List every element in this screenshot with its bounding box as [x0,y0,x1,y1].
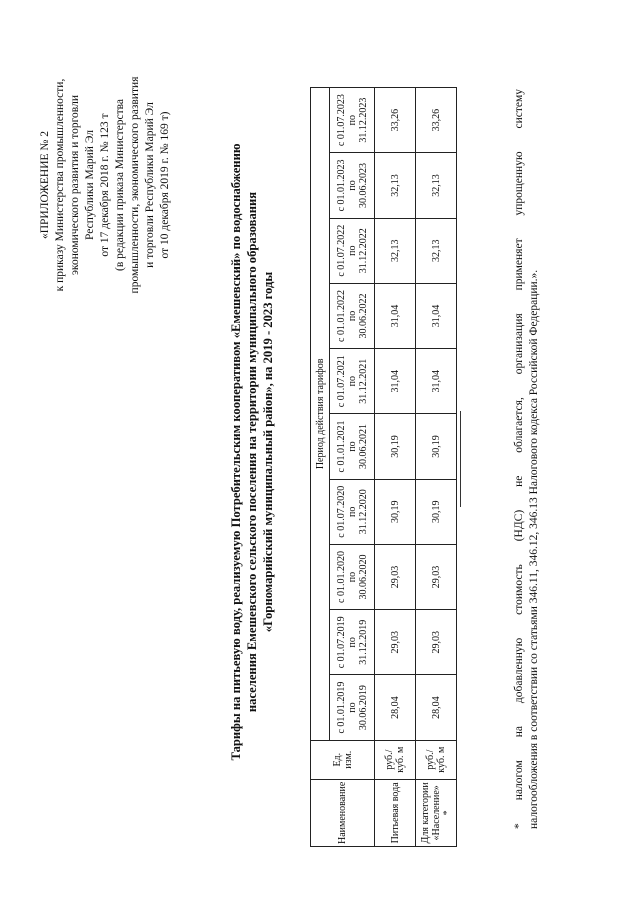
footnote-line: налогообложения в соответствии со статьями 346.11, 346.12, 346.13 Налогового кодекса Российской Федерации.». [528,269,540,829]
period-cell: с 01.07.2019 по 31.12.2019 [330,610,375,675]
appendix-line: и торговли Республики Марий Эл [144,102,156,268]
tariff-value: 32,13 [416,153,457,218]
period-cell: с 01.01.2022 по 30.06.2022 [330,283,375,348]
row-name: Питьевая вода [375,779,416,846]
period-cell: с 01.07.2023 по 31.12.2023 [330,88,375,153]
tariff-value: 31,04 [416,349,457,414]
period-cell: с 01.07.2021 по 31.12.2021 [330,349,375,414]
title-line: Тарифы на питьевую воду, реализуемую Потребительским кооперативом «Емешевский» по водоснабжению [229,143,243,761]
appendix-line: «ПРИЛОЖЕНИЕ № 2 [39,131,51,240]
period-cell: с 01.07.2020 по 31.12.2020 [330,479,375,544]
row-unit: руб./ куб. м [416,740,457,779]
header-period: Период действия тарифов [311,88,330,741]
table-row [416,88,457,847]
tariff-value: 29,03 [375,610,416,675]
tariff-value: 32,13 [416,218,457,283]
tariff-value: 30,19 [375,414,416,479]
header-unit: Ед. изм. [311,740,375,779]
tariff-value: 31,04 [375,283,416,348]
appendix-line: промышленности, экономического развития [129,76,141,294]
footnote [512,89,542,829]
period-cell: с 01.01.2020 по 30.06.2020 [330,544,375,609]
rotated-document-page [20,27,620,877]
tariff-value: 33,26 [416,88,457,153]
tariff-value: 30,19 [375,479,416,544]
tariff-value: 29,03 [416,610,457,675]
separator-line [460,411,461,507]
period-cell: с 01.01.2021 по 30.06.2021 [330,414,375,479]
title-line: населения Емешевского сельского поселения на территории муниципального образования [245,191,259,713]
tariff-value: 31,04 [375,349,416,414]
table-row [375,88,416,847]
title-line: «Горномарийский муниципальный район», на 2019 - 2023 годы [261,271,275,633]
tariff-value: 30,19 [416,414,457,479]
period-cell: с 01.07.2022 по 31.12.2022 [330,218,375,283]
tariff-value: 29,03 [416,544,457,609]
appendix-line: от 10 декабря 2019 г. № 169 т) [159,111,171,259]
tariff-value: 32,13 [375,218,416,283]
tariff-value: 33,26 [375,88,416,153]
appendix-line: Республики Марий Эл [84,130,96,241]
document-title [228,27,276,877]
appendix-line: к приказу Министерства промышленности, [54,78,66,292]
header-name: Наименование [311,779,375,846]
tariff-value: 28,04 [416,675,457,740]
tariff-value: 32,13 [375,153,416,218]
period-cell: с 01.01.2023 по 30.06.2023 [330,153,375,218]
tariff-value: 30,19 [416,479,457,544]
appendix-line: экономического развития и торговли [69,95,81,275]
tariff-value: 31,04 [416,283,457,348]
period-cell: с 01.01.2019 по 30.06.2019 [330,675,375,740]
appendix-line: (в редакции приказа Министерства [114,99,126,272]
tariff-value: 28,04 [375,675,416,740]
appendix-header [38,35,173,335]
tariff-table [310,87,457,847]
row-name: Для категории «Население» * [416,779,457,846]
tariff-value: 29,03 [375,544,416,609]
row-unit: руб./ куб. м [375,740,416,779]
footnote-line: * налогом на добавленную стоимость (НДС) не облагается, организация применяет упрощенную систему [513,89,525,829]
appendix-line: от 17 декабря 2018 г. № 123 т [99,113,111,257]
